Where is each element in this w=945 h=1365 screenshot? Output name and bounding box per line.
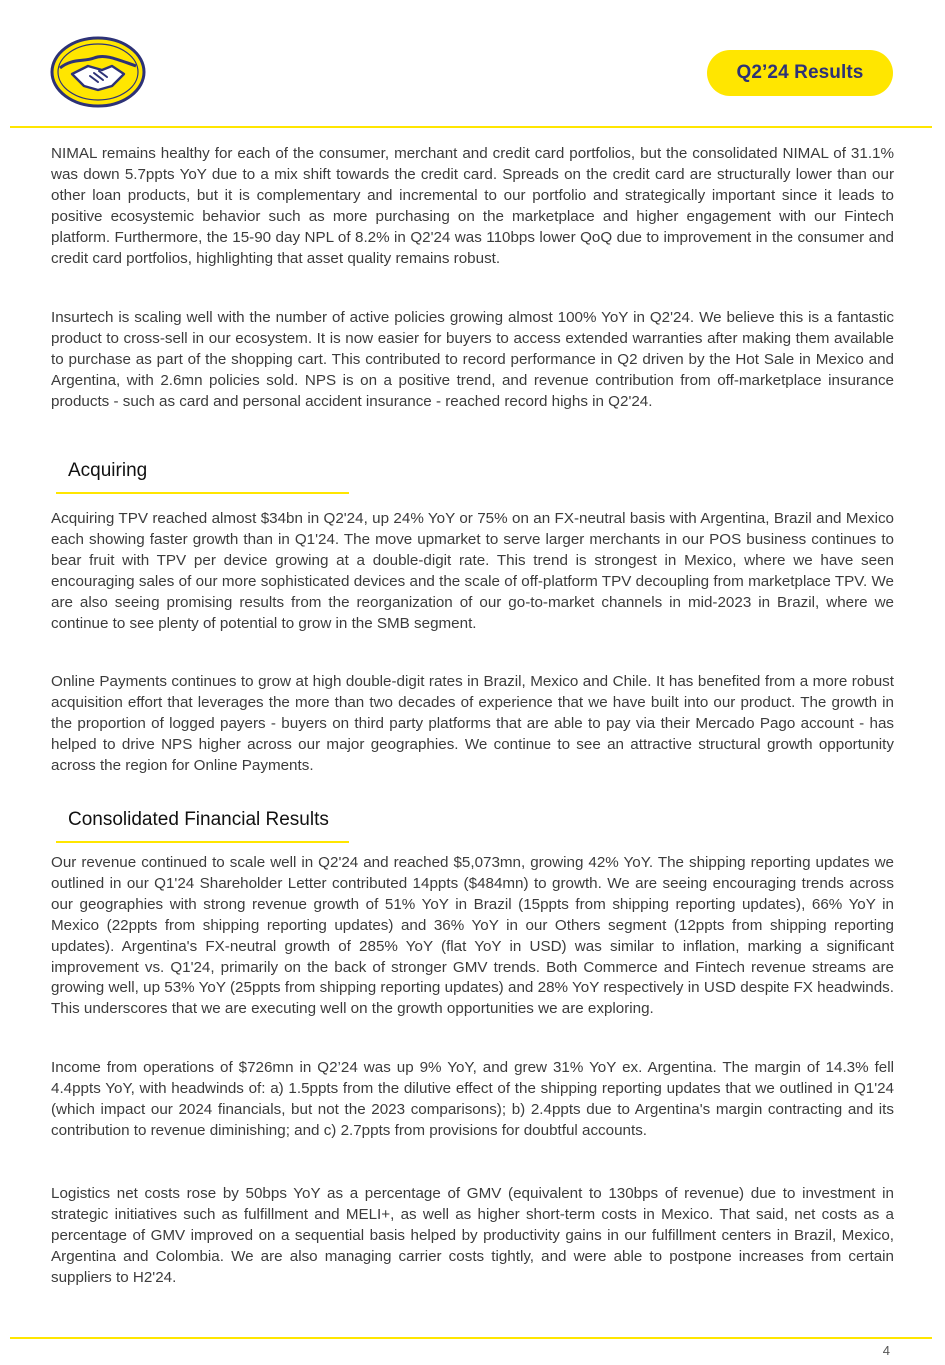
- consolidated-heading: Consolidated Financial Results: [68, 809, 329, 830]
- acquiring-heading: Acquiring: [68, 460, 148, 481]
- page-number: 4: [882, 1343, 890, 1358]
- handshake-logo-icon: [50, 36, 146, 108]
- results-badge: Q2’24 Results: [707, 50, 893, 96]
- header-divider: [10, 126, 932, 128]
- logistics-paragraph: Logistics net costs rose by 50bps YoY as a percentage of GMV (equivalent to 130bps of revenue) due to investment in strategic initiatives such as fulfillment and MELI+, as well as higher short-term costs in Mexico. That said, net costs as a percentage of GMV improved on a sequential basis helped by productivity gains in our fulfillment centers in Brazil, Mexico, Argentina and Colombia. We are also managing carrier costs tightly, and were able to postpone increases from certain suppliers to H2'24.: [51, 1185, 894, 1286]
- nimal-paragraph: NIMAL remains healthy for each of the consumer, merchant and credit card portfolios, but the consolidated NIMAL of 31.1% was down 5.7ppts YoY due to a mix shift towards the credit card. Spreads on the credit card are structurally lower than our other loan products, but it is complementary and incremental to our portfolio and strategically important since it leads to positive ecosystemic behavior such as more purchasing on the marketplace and higher engagement with our Fintech platform. Furthermore, the 15-90 day NPL of 8.2% in Q2'24 was 110bps lower QoQ due to improvement in the consumer and credit card portfolios, highlighting that asset quality remains robust.: [51, 145, 894, 267]
- online-payments-paragraph: Online Payments continues to grow at high double-digit rates in Brazil, Mexico and Chile. It has benefited from a more robust acquisition effort that leverages the more than two decades of experience that we have built into our product. The growth in the proportion of logged payers - buyers on third party platforms that are able to pay via their Mercado Pago account - has helped to drive NPS higher across our major geographies. We continue to see an attractive structural growth opportunity across the region for Online Payments.: [51, 673, 894, 774]
- revenue-paragraph: Our revenue continued to scale well in Q2'24 and reached $5,073mn, growing 42% YoY. The shipping reporting updates we outlined in our Q1'24 Shareholder Letter contributed 14ppts ($484mn) to growth. We are seeing encouraging trends across our geographies with strong revenue growth of 51% YoY in Brazil (15ppts from shipping reporting updates), 66% YoY in Mexico (22ppts from shipping reporting updates) and 36% YoY in our Others segment (12ppts from shipping reporting updates). Argentina's FX-neutral growth of 285% YoY (flat YoY in USD) was similar to inflation, marking a significant improvement vs. Q1'24, primarily on the back of stronger GMV trends. Both Commerce and Fintech revenue streams are growing well, up 53% YoY (25ppts from shipping reporting updates) and 28% YoY respectively in USD despite FX headwinds. This underscores that we are executing well on the growth opportunities we are exploring.: [51, 854, 894, 1018]
- income-operations-paragraph: Income from operations of $726mn in Q2’24 was up 9% YoY, and grew 31% YoY ex. Argentina. The margin of 14.3% fell 4.4ppts YoY, with headwinds of: a) 1.5ppts from the dilutive effect of the shipping reporting updates that we outlined in Q1'24 (which impact our 2024 financials, but not the 2023 comparisons); b) 2.4ppts due to Argentina's margin contracting and its contribution to revenue diminishing; and c) 2.7ppts from provisions for doubtful accounts.: [51, 1059, 894, 1139]
- footer-divider: [10, 1337, 932, 1339]
- insurtech-paragraph: Insurtech is scaling well with the number of active policies growing almost 100% YoY in Q2'24. We believe this is a fantastic product to cross-sell in our ecosystem. It is now easier for buyers to access extended warranties after making them available to purchase as part of the shopping cart. This contributed to record performance in Q2 driven by the Hot Sale in Mexico and Argentina, with 2.6mn policies sold. NPS is on a positive trend, and revenue contribution from off-marketplace insurance products - such as card and personal accident insurance - reached record highs in Q2'24.: [51, 309, 894, 410]
- acquiring-tpv-paragraph: Acquiring TPV reached almost $34bn in Q2'24, up 24% YoY or 75% on an FX-neutral basis with Argentina, Brazil and Mexico each showing faster growth than in Q1'24. The move upmarket to serve larger merchants in our POS business continues to bear fruit with TPV per device growing at a double-digit rate. This trend is strongest in Mexico, where we have seen encouraging sales of our more sophisticated devices and the scale of off-platform TPV decoupling from marketplace TPV. We are also seeing promising results from the reorganization of our go-to-market channels in mid-2023 in Brazil, where we continue to see plenty of potential to grow in the SMB segment.: [51, 510, 894, 632]
- acquiring-underline: [56, 492, 349, 494]
- consolidated-underline: [56, 841, 349, 843]
